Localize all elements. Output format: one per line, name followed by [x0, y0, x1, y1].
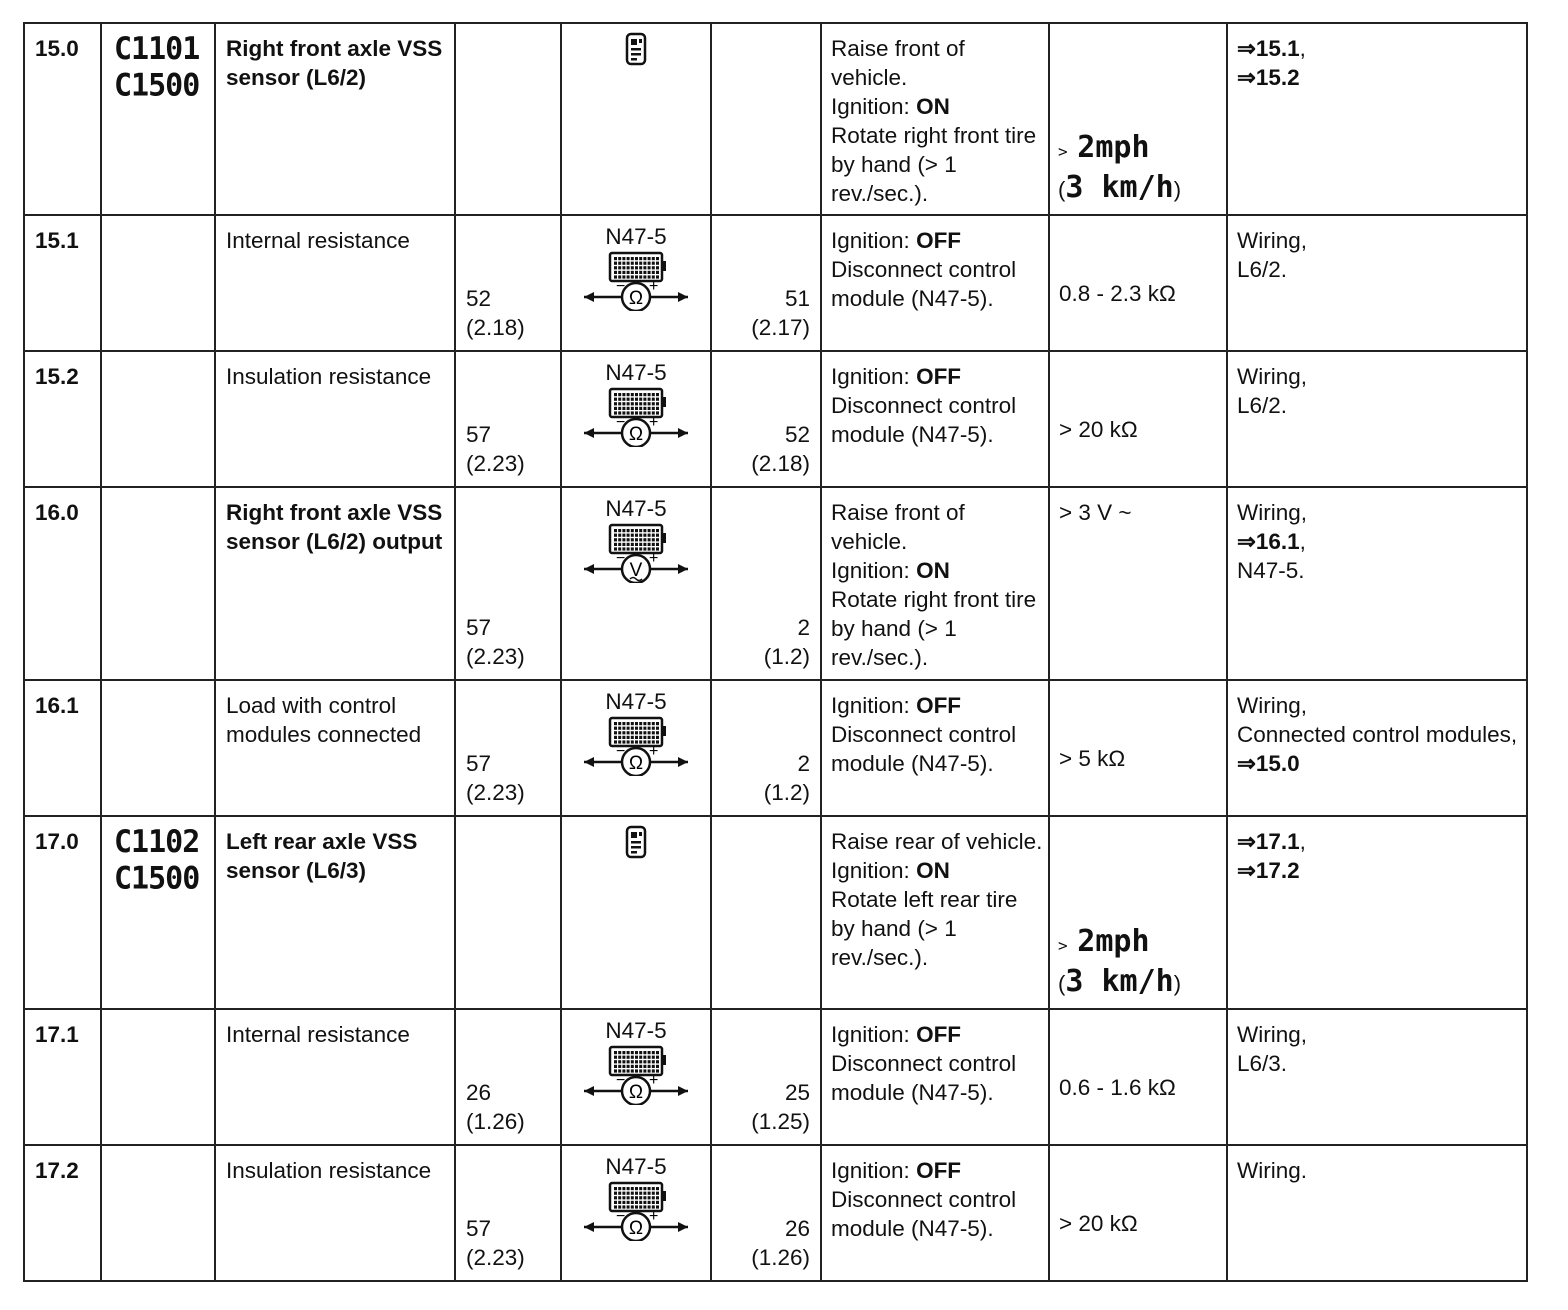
pin-left [466, 1214, 525, 1272]
ohmmeter-icon [580, 1045, 692, 1105]
spec-value: > 5 kΩ [1059, 746, 1126, 771]
table-row [24, 215, 1527, 351]
pin-number: 26 [784, 1216, 810, 1241]
test-conditions: Ignition: OFF Disconnect control module (N47-5). [831, 1158, 1017, 1241]
ohmmeter-icon [580, 251, 692, 311]
description-cell [215, 23, 455, 215]
pin-ref: (1.26) [466, 1109, 525, 1134]
pin-right [751, 1078, 810, 1136]
pin-right-cell [711, 816, 821, 1009]
svg-text:Ω: Ω [628, 753, 644, 774]
conditions-cell [821, 1009, 1049, 1145]
remedy-cell [1227, 1145, 1527, 1281]
pin-left [466, 613, 525, 671]
remedy-cell [1227, 23, 1527, 215]
spec-kmh: 3 km/h [1065, 170, 1174, 205]
svg-text:−: − [616, 1208, 626, 1225]
remedy: Wiring, L6/2. [1237, 364, 1308, 418]
pin-ref: (2.17) [751, 315, 810, 340]
pin-right-cell [711, 680, 821, 816]
test-description: Insulation resistance [226, 1158, 432, 1183]
pin-number: 57 [466, 1216, 492, 1241]
test-method-cell [561, 1145, 711, 1281]
pin-ref: (2.23) [466, 644, 525, 669]
pin-right-cell [711, 487, 821, 680]
remedy-cell [1227, 680, 1527, 816]
description-cell [215, 487, 455, 680]
codes-cell [101, 1145, 215, 1281]
svg-text:Ω: Ω [628, 288, 644, 309]
spec-mph: 2mph [1077, 130, 1150, 165]
spec-value: > 20 kΩ [1059, 1211, 1138, 1236]
codes-cell [101, 23, 215, 215]
remedy-cell [1227, 215, 1527, 351]
spec-cell [1049, 1009, 1227, 1145]
svg-text:+: + [649, 550, 659, 567]
pin-left-cell [455, 1009, 561, 1145]
test-description: Right front axle VSS sensor (L6/2) output [226, 500, 443, 554]
spec-cell [1049, 351, 1227, 487]
pin-number: 57 [466, 422, 492, 447]
fault-code: C1101 [114, 30, 200, 68]
pin-right-cell [711, 1009, 821, 1145]
test-description: Left rear axle VSS sensor (L6/3) [226, 829, 418, 883]
ohmmeter-icon [580, 1181, 692, 1241]
spec-cell [1049, 1145, 1227, 1281]
step-number: 16.0 [35, 500, 79, 525]
codes-cell [101, 351, 215, 487]
spec-cell [1049, 215, 1227, 351]
svg-text:−: − [616, 1072, 626, 1089]
svg-text:V: V [629, 560, 643, 581]
conditions-cell [821, 816, 1049, 1009]
pin-ref: (2.23) [466, 780, 525, 805]
pin-left-cell [455, 680, 561, 816]
pin-left-cell [455, 215, 561, 351]
remedy: Wiring. [1237, 1158, 1308, 1183]
remedy: ⇒15.1, ⇒15.2 [1237, 36, 1306, 90]
pin-ref: (2.23) [466, 1245, 525, 1270]
test-method-cell [561, 1009, 711, 1145]
speed-spec: > 2mph (3 km/h) [1058, 924, 1182, 999]
pin-left [466, 749, 525, 807]
test-conditions: Ignition: OFF Disconnect control module (N47-5). [831, 228, 1017, 311]
handheld-tester-icon [625, 32, 647, 66]
spec-mph: 2mph [1077, 924, 1150, 959]
test-conditions: Ignition: OFF Disconnect control module (N47-5). [831, 1022, 1017, 1105]
remedy-cell [1227, 487, 1527, 680]
codes-cell [101, 816, 215, 1009]
svg-text:−: − [616, 550, 626, 567]
table-row [24, 351, 1527, 487]
test-conditions: Raise rear of vehicle. Ignition: ON Rotate left rear tire by hand (> 1 rev./sec.). [831, 829, 1043, 970]
pin-left-cell [455, 487, 561, 680]
table-row [24, 487, 1527, 680]
pin-right-cell [711, 215, 821, 351]
remedy-cell [1227, 351, 1527, 487]
pin-right [764, 613, 810, 671]
remedy: Wiring, L6/2. [1237, 228, 1308, 282]
pin-number: 2 [797, 615, 810, 640]
remedy: Wiring, Connected control modules, ⇒15.0 [1237, 693, 1518, 776]
svg-text:+: + [649, 743, 659, 760]
conditions-cell [821, 487, 1049, 680]
pin-left [466, 1078, 525, 1136]
step-cell [24, 816, 101, 1009]
pin-ref: (2.18) [751, 451, 810, 476]
pin-number: 52 [784, 422, 810, 447]
speed-spec: > 2mph (3 km/h) [1058, 130, 1182, 205]
module-label: N47-5 [605, 224, 667, 249]
pin-right [751, 284, 810, 342]
svg-text:Ω: Ω [628, 424, 644, 445]
description-cell [215, 351, 455, 487]
pin-ref: (1.2) [763, 780, 810, 805]
table-row [24, 23, 1527, 215]
svg-text:+: + [649, 278, 659, 295]
pin-left-cell [455, 816, 561, 1009]
step-cell [24, 1009, 101, 1145]
svg-text:−: − [616, 278, 626, 295]
pin-left-cell [455, 23, 561, 215]
pin-ref: (1.26) [751, 1245, 810, 1270]
description-cell [215, 680, 455, 816]
description-cell [215, 1009, 455, 1145]
pin-number: 57 [466, 751, 492, 776]
test-conditions: Raise front of vehicle. Ignition: ON Rotate right front tire by hand (> 1 rev./sec.). [831, 36, 1037, 206]
spec-cell [1049, 816, 1227, 1009]
test-method-cell [561, 215, 711, 351]
pin-left [466, 420, 525, 478]
conditions-cell [821, 351, 1049, 487]
svg-text:+: + [649, 414, 659, 431]
spec-value: > 3 V ~ [1059, 500, 1132, 525]
step-number: 15.0 [35, 36, 79, 61]
pin-right [764, 749, 810, 807]
test-method-cell [561, 351, 711, 487]
module-label: N47-5 [605, 1154, 667, 1179]
test-conditions: Ignition: OFF Disconnect control module (N47-5). [831, 364, 1017, 447]
fault-code: C1500 [114, 67, 200, 104]
codes-cell [101, 1009, 215, 1145]
test-method-cell [561, 680, 711, 816]
table-row [24, 680, 1527, 816]
spec-value: 0.6 - 1.6 kΩ [1059, 1075, 1176, 1100]
module-label: N47-5 [605, 689, 667, 714]
step-number: 17.2 [35, 1158, 79, 1183]
test-description: Insulation resistance [226, 364, 432, 389]
conditions-cell [821, 680, 1049, 816]
test-conditions: Ignition: OFF Disconnect control module (N47-5). [831, 693, 1017, 776]
pin-left-cell [455, 351, 561, 487]
handheld-tester-icon [625, 825, 647, 859]
test-description: Right front axle VSS sensor (L6/2) [226, 36, 443, 90]
conditions-cell [821, 1145, 1049, 1281]
codes-cell [101, 487, 215, 680]
svg-text:+: + [649, 1072, 659, 1089]
ohmmeter-icon [580, 387, 692, 447]
pin-right [751, 420, 810, 478]
voltmeter-icon [580, 523, 692, 583]
test-method-cell [561, 487, 711, 680]
fault-code: C1102 [114, 823, 200, 861]
module-label: N47-5 [605, 360, 667, 385]
table-row [24, 816, 1527, 1009]
spec-cell [1049, 680, 1227, 816]
diagnostic-table [23, 22, 1528, 1282]
module-label: N47-5 [605, 496, 667, 521]
conditions-cell [821, 215, 1049, 351]
remedy: Wiring, ⇒16.1, N47-5. [1237, 500, 1308, 583]
pin-ref: (1.25) [751, 1109, 810, 1134]
pin-right [751, 1214, 810, 1272]
step-cell [24, 1145, 101, 1281]
step-number: 15.2 [35, 364, 79, 389]
test-method-cell [561, 816, 711, 1009]
test-conditions: Raise front of vehicle. Ignition: ON Rotate right front tire by hand (> 1 rev./sec.). [831, 500, 1037, 670]
pin-number: 25 [784, 1080, 810, 1105]
pin-left-cell [455, 1145, 561, 1281]
codes-cell [101, 680, 215, 816]
test-method-cell [561, 23, 711, 215]
spec-cell [1049, 23, 1227, 215]
step-cell [24, 487, 101, 680]
pin-number: 2 [797, 751, 810, 776]
pin-ref: (2.18) [466, 315, 525, 340]
pin-right-cell [711, 1145, 821, 1281]
spec-kmh: 3 km/h [1065, 964, 1174, 999]
step-number: 17.1 [35, 1022, 79, 1047]
step-cell [24, 23, 101, 215]
svg-text:Ω: Ω [628, 1082, 644, 1103]
codes-cell [101, 215, 215, 351]
pin-right-cell [711, 23, 821, 215]
conditions-cell [821, 23, 1049, 215]
fault-code: C1500 [114, 860, 200, 897]
step-number: 15.1 [35, 228, 79, 253]
remedy: ⇒17.1, ⇒17.2 [1237, 829, 1306, 883]
test-description: Load with control modules connected [226, 693, 422, 747]
description-cell [215, 816, 455, 1009]
pin-number: 57 [466, 615, 492, 640]
pin-number: 51 [784, 286, 810, 311]
test-description: Internal resistance [226, 1022, 410, 1047]
spec-cell [1049, 487, 1227, 680]
description-cell [215, 215, 455, 351]
pin-number: 52 [466, 286, 492, 311]
spec-value: > 20 kΩ [1059, 417, 1138, 442]
pin-number: 26 [466, 1080, 492, 1105]
svg-text:−: − [616, 414, 626, 431]
svg-text:Ω: Ω [628, 1218, 644, 1239]
pin-right-cell [711, 351, 821, 487]
remedy-cell [1227, 1009, 1527, 1145]
remedy: Wiring, L6/3. [1237, 1022, 1308, 1076]
svg-text:−: − [616, 743, 626, 760]
pin-ref: (2.23) [466, 451, 525, 476]
pin-ref: (1.2) [763, 644, 810, 669]
spec-value: 0.8 - 2.3 kΩ [1059, 281, 1176, 306]
pin-left [466, 284, 525, 342]
description-cell [215, 1145, 455, 1281]
step-cell [24, 215, 101, 351]
test-description: Internal resistance [226, 228, 410, 253]
step-cell [24, 351, 101, 487]
step-cell [24, 680, 101, 816]
svg-text:+: + [649, 1208, 659, 1225]
module-label: N47-5 [605, 1018, 667, 1043]
step-number: 17.0 [35, 829, 79, 854]
ohmmeter-icon [580, 716, 692, 776]
step-number: 16.1 [35, 693, 79, 718]
table-row [24, 1009, 1527, 1145]
table-row [24, 1145, 1527, 1281]
remedy-cell [1227, 816, 1527, 1009]
